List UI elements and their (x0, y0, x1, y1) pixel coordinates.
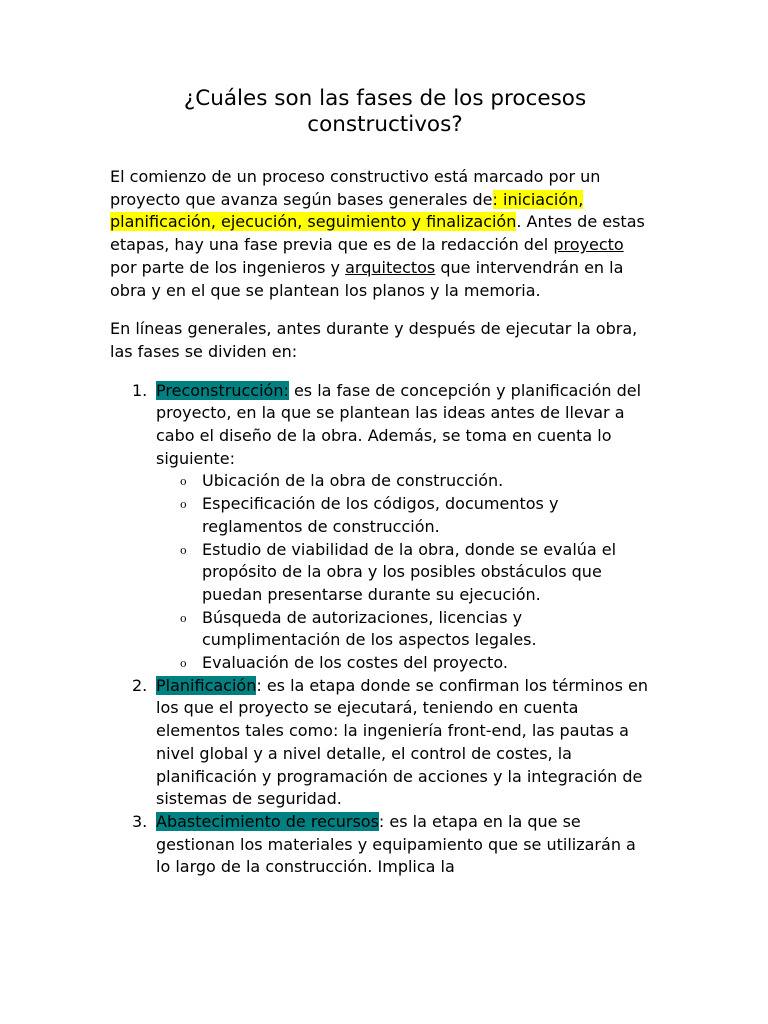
phase-number: 1. (132, 380, 148, 400)
intro-text: por parte de los ingenieros y (110, 257, 346, 277)
list-item-text: Especificación de los códigos, documentos y reglamentos de construcción. (202, 494, 559, 536)
list-item-text: Evaluación de los costes del proyecto. (202, 653, 508, 673)
proyecto-link[interactable]: proyecto (553, 235, 624, 255)
list-item (156, 493, 650, 538)
bullet-icon: o (180, 543, 187, 557)
subitems-list (156, 470, 650, 674)
list-item-text: Estudio de viabilidad de la obra, donde se evalúa el propósito de la obra y los posibles obstáculos que puedan presentarse durante su ejecución. (202, 539, 617, 604)
lead-paragraph: En líneas generales, antes durante y después de ejecutar la obra, las fases se dividen en: (110, 319, 638, 361)
intro-paragraph (110, 166, 650, 302)
list-item (156, 607, 650, 652)
phase-number: 2. (132, 675, 148, 695)
bullet-icon: o (180, 475, 187, 489)
bullet-icon: o (180, 498, 187, 512)
phase-name: Planificación (156, 675, 257, 695)
arquitectos-link[interactable]: arquitectos (345, 257, 436, 277)
phase-item (110, 811, 650, 879)
phase-text: es la fase de concepción y planificación del proyecto, en la que se plantean las ideas antes de llevar a cabo el diseño de la obra. Además, se toma en cuenta lo siguiente: (156, 380, 642, 468)
intro-text: que intervendrán en la obra y en el que se plantean los planos y la memoria. (110, 257, 624, 300)
phase-number: 3. (132, 811, 148, 831)
list-item (156, 539, 650, 607)
phase-text: : es la etapa en la que se gestionan los materiales y equipamiento que se utilizarán a lo largo de la construcción. Implica la (156, 811, 636, 877)
phase-name: Abastecimiento de recursos (156, 811, 379, 831)
phases-highlight: : iniciación, planificación, ejecución, seguimiento y finalización (110, 189, 584, 232)
bullet-icon: o (180, 657, 187, 671)
phases-list (110, 380, 650, 879)
intro-text: El comienzo de un proceso constructivo está marcado por un proyecto que avanza según bases generales de (110, 167, 601, 209)
page-title: ¿Cuáles son las fases de los procesos constructivos? (183, 86, 587, 137)
phase-name: Preconstrucción: (156, 380, 289, 400)
list-item-text: Ubicación de la obra de construcción. (202, 471, 504, 491)
list-item (156, 470, 650, 493)
phase-item (110, 380, 650, 675)
list-item (156, 652, 650, 675)
phase-text: : es la etapa donde se confirman los términos en los que el proyecto se ejecutará, teniendo en cuenta elementos tales como: la ingeniería front-end, las pautas a nivel global y a nivel detalle, el control de costes, la planificación y programación de acciones y la integración de sistemas de seguridad. (156, 675, 648, 809)
list-item-text: Búsqueda de autorizaciones, licencias y cumplimentación de los aspectos legales. (202, 607, 537, 650)
intro-text: . Antes de estas etapas, hay una fase previa que es de la redacción del (110, 212, 645, 255)
bullet-icon: o (180, 611, 187, 625)
phase-item (110, 675, 650, 811)
